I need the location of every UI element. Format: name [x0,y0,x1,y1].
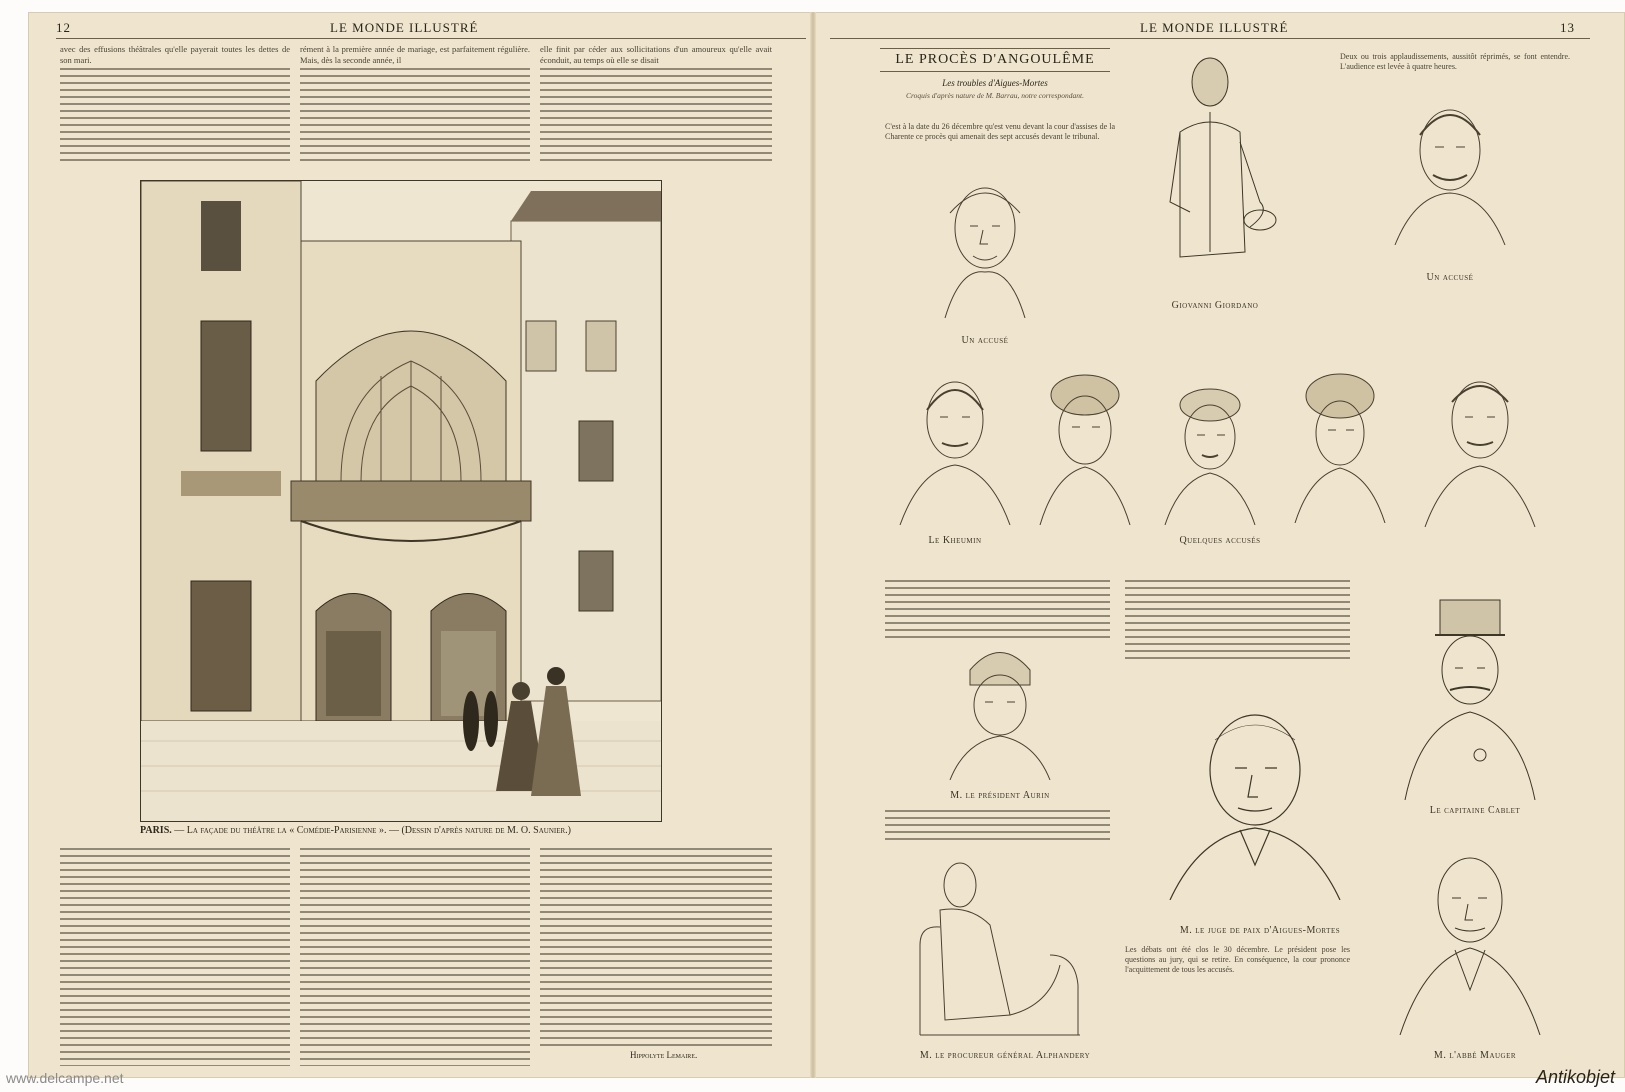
left-top-column-1 [60,44,290,166]
left-bottom-column-2 [300,848,530,1066]
caption-place: PARIS. [140,825,172,836]
caption-capitaine: Le capitaine Cablet [1429,805,1521,816]
column-2-lead: rément à la première année de mariage, est parfaitement régulière. Mais, dès la seconde année, il [300,44,530,65]
caption-accuse-1: Un accusé [961,335,1009,346]
portrait-abbe [1390,840,1550,1035]
portrait-giovanni [1150,52,1280,297]
portrait-accuse-4 [1155,375,1265,525]
caption-procureur: M. le procureur général Alphandery [919,1050,1091,1061]
theatre-facade-drawing [141,181,661,821]
caption-kheumin: Le Kheumin [928,535,982,546]
article-subtitle: Les troubles d'Aigues-Mortes [942,78,1048,88]
column-2-body [300,68,530,166]
top-right-text: Deux ou trois applaudissements, aussitôt réprimés, se font entendre. L'audience est levée à quatre heures. [1340,52,1570,71]
left-bottom-column-3 [540,848,772,1048]
caption-juge: M. le juge de paix d'Aigues-Mortes [1179,925,1341,936]
portrait-accuse-3 [1030,365,1140,525]
left-header-rule [56,38,806,39]
text-after-president [885,810,1110,844]
portrait-accuse-2 [1385,95,1515,245]
column-3-lead: elle finit par céder aux sollicitations d'un amoureux qu'elle avait éconduit, au temps où elle se disait [540,44,772,65]
closing-text: Les débats ont été clos le 30 décembre. Le président pose les questions au jury, qui se retire. En conséquence, la cour prononce l'acquittement de tous les accusés. [1125,945,1350,974]
portrait-capitaine [1395,590,1545,800]
left-top-column-3 [540,44,772,166]
caption-abbe: M. l'abbé Mauger [1433,1050,1517,1061]
caption-giovanni: Giovanni Giordano [1171,300,1259,311]
intro-text: C'est à la date du 26 décembre qu'est venu devant la cour d'assises de la Charente ce procès qui amenait des sept accusés devant le tribunal. [885,122,1115,141]
column-3-body [540,68,772,166]
caption-president: M. le président Aurin [950,790,1050,801]
page-fold [810,12,816,1078]
article-byline: Croquis d'après nature de M. Barrau, notre correspondant. [906,91,1084,100]
caption-text: — La façade du théâtre la « Comédie-Parisienne ». — (Dessin d'après nature de M. O. Saunier.) [174,825,571,836]
portrait-kheumin [890,365,1020,525]
delcampe-watermark: www.delcampe.net [6,1070,124,1086]
theatre-facade-illustration [140,180,662,822]
portrait-accuse-5 [1285,368,1395,523]
portrait-accuse-1 [925,168,1045,318]
article-title-block [880,48,1110,100]
caption-accuse-2: Un accusé [1426,272,1474,283]
portrait-accuse-6 [1415,362,1545,527]
figure-caption [140,825,680,836]
right-page-number: 13 [1560,20,1575,35]
column-1-body [60,68,290,166]
left-top-column-2 [300,44,530,166]
left-masthead: LE MONDE ILLUSTRÉ [330,20,479,35]
right-masthead: LE MONDE ILLUSTRÉ [1140,20,1289,35]
middle-text-column-2 [1125,580,1350,660]
right-header-rule [830,38,1590,39]
portrait-president [935,630,1065,780]
portrait-juge [1160,690,1350,900]
column-1-lead: avec des effusions théâtrales qu'elle payerait toutes les dettes de son mari. [60,44,290,65]
left-bottom-column-1 [60,848,290,1066]
article-title: LE PROCÈS D'ANGOULÊME [880,48,1110,72]
left-page-number: 12 [56,20,71,35]
caption-quelques: Quelques accusés [1179,535,1261,546]
article-signature: Hippolyte Lemaire. [630,1050,698,1060]
portrait-procureur [900,855,1100,1040]
seller-mark: Antikobjet [1535,1067,1615,1087]
